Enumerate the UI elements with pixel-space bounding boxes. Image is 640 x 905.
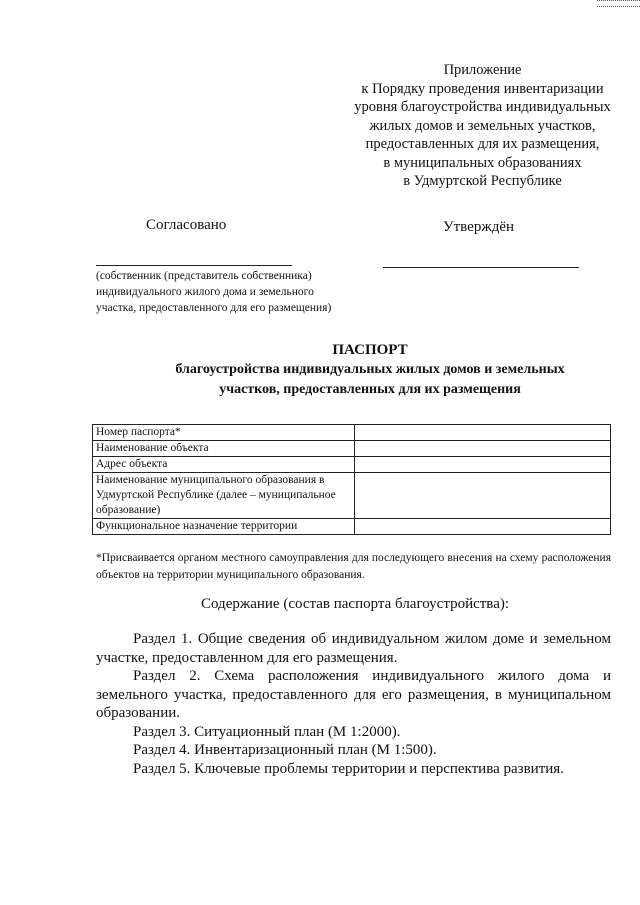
footnote: *Присваивается органом местного самоуправления для последующего внесения на схему расположения объектов на территории муниципального образования. bbox=[96, 552, 611, 581]
owner-note bbox=[96, 268, 331, 316]
title-line-2: участков, предоставленных для их размещения bbox=[219, 382, 521, 397]
row-label: Наименование муниципального образования в Удмуртской Республике (далее – муниципальное образование) bbox=[93, 473, 355, 519]
approved-label: Утверждён bbox=[443, 219, 515, 235]
contents-sections bbox=[96, 630, 611, 778]
appendix-line: в муниципальных образованиях bbox=[383, 154, 582, 171]
row-value[interactable] bbox=[355, 519, 611, 535]
title-line-1: благоустройства индивидуальных жилых домов и земельных bbox=[175, 362, 565, 377]
row-value[interactable] bbox=[355, 441, 611, 457]
owner-note-line: индивидуального жилого дома и земельного bbox=[96, 286, 314, 298]
approved-signature-line bbox=[383, 267, 579, 268]
row-label: Наименование объекта bbox=[93, 441, 355, 457]
row-label: Адрес объекта bbox=[93, 457, 355, 473]
passport-heading: ПАСПОРТ bbox=[332, 342, 408, 358]
appendix-line: предоставленных для их размещения, bbox=[365, 136, 600, 152]
row-value[interactable] bbox=[355, 457, 611, 473]
section-item: Раздел 3. Ситуационный план (М 1:2000). bbox=[133, 723, 401, 740]
table-row bbox=[93, 425, 611, 441]
appendix-line: Приложение bbox=[443, 62, 522, 78]
appendix-header bbox=[330, 61, 635, 191]
row-value[interactable] bbox=[355, 425, 611, 441]
table-row bbox=[93, 441, 611, 457]
row-label: Функциональное назначение территории bbox=[93, 519, 355, 535]
scan-edge-mark bbox=[597, 0, 640, 7]
appendix-line: жилых домов и земельных участков, bbox=[369, 117, 596, 134]
section-item: Раздел 1. Общие сведения об индивидуальном жилом доме и земельном участке, предоставленном для его размещения. bbox=[96, 631, 611, 666]
appendix-line: уровня благоустройства индивидуальных bbox=[354, 99, 611, 115]
owner-note-line: (собственник (представитель собственника) bbox=[96, 270, 312, 282]
contents-title: Содержание (состав паспорта благоустройства): bbox=[200, 596, 510, 612]
table-row bbox=[93, 457, 611, 473]
agreed-label: Согласовано bbox=[146, 217, 227, 233]
appendix-line: в Удмуртской Республике bbox=[403, 173, 562, 189]
passport-table bbox=[92, 424, 611, 535]
appendix-line: к Порядку проведения инвентаризации bbox=[361, 80, 604, 97]
section-item: Раздел 2. Схема расположения индивидуального жилого дома и земельного участка, предоставленного для его размещения, в муниципальном образовании. bbox=[96, 668, 611, 721]
table-row bbox=[93, 519, 611, 535]
row-label: Номер паспорта* bbox=[93, 425, 355, 441]
document-title bbox=[150, 340, 590, 400]
section-item: Раздел 4. Инвентаризационный план (М 1:500). bbox=[133, 742, 437, 758]
section-item: Раздел 5. Ключевые проблемы территории и перспектива развития. bbox=[133, 760, 564, 777]
row-value[interactable] bbox=[355, 473, 611, 519]
owner-note-line: участка, предоставленного для его размещения) bbox=[96, 302, 332, 314]
table-row bbox=[93, 473, 611, 519]
agreed-signature-line bbox=[96, 265, 292, 266]
